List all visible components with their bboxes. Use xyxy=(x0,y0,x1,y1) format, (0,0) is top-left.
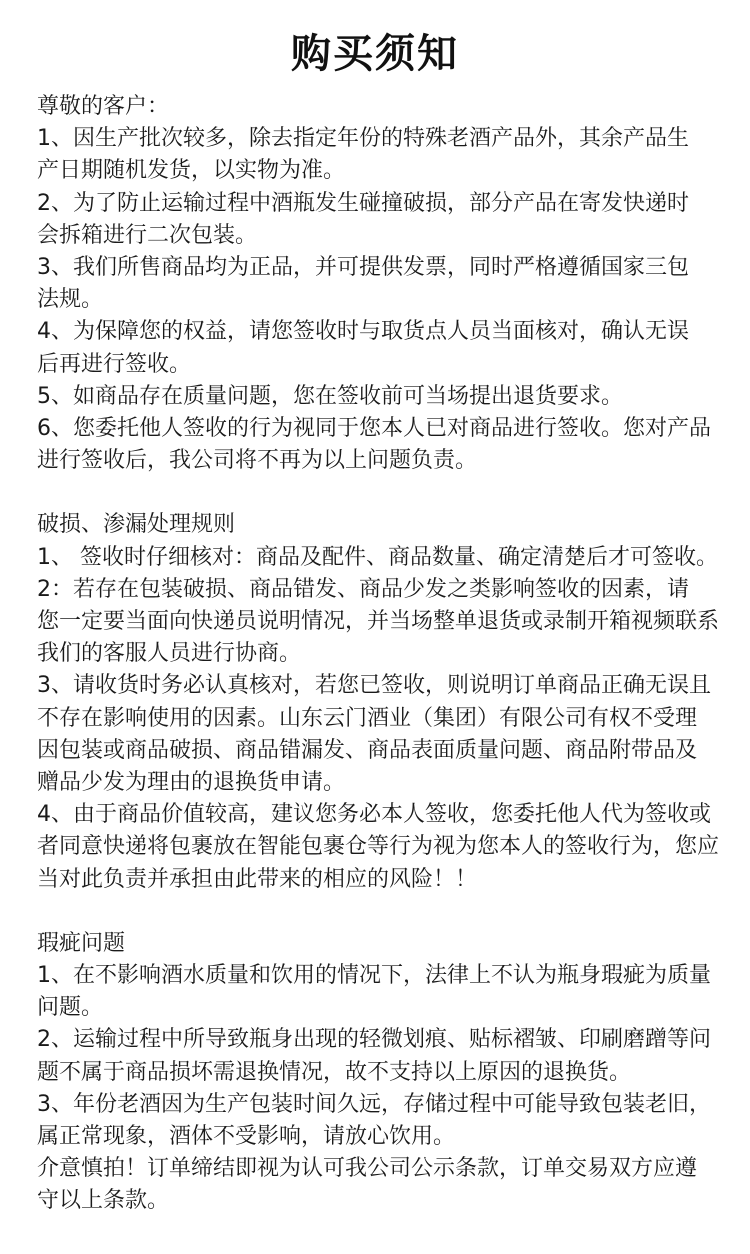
section-heading: 瑕疵问题 xyxy=(37,930,126,956)
text-line: 题不属于商品损坏需退换情况，故不支持以上原因的退换货。 xyxy=(37,1059,632,1085)
text-line: 不存在影响使用的因素。山东云门酒业（集团）有限公司有权不受理 xyxy=(37,705,698,731)
text-line: 2、运输过程中所导致瓶身出现的轻微划痕、贴标褶皱、印刷磨蹭等问 xyxy=(37,1027,711,1053)
text-line: 2：若存在包装破损、商品错发、商品少发之类影响签收的因素，请 xyxy=(37,576,689,602)
text-line: 3、请收货时务必认真核对，若您已签收，则说明订单商品正确无误且 xyxy=(37,673,711,699)
text-line: 我们的客服人员进行协商。 xyxy=(37,641,302,667)
text-line: 进行签收后，我公司将不再为以上问题负责。 xyxy=(37,448,478,474)
notice-content xyxy=(37,91,720,1218)
text-line: 6、您委托他人签收的行为视同于您本人已对商品进行签收。您对产品 xyxy=(37,415,711,441)
text-line: 2、为了防止运输过程中酒瓶发生碰撞破损，部分产品在寄发快递时 xyxy=(37,190,689,216)
text-line: 4、为保障您的权益，请您签收时与取货点人员当面核对，确认无误 xyxy=(37,319,689,345)
text-line: 产日期随机发货，以实物为准。 xyxy=(37,158,346,184)
text-line: 您一定要当面向快递员说明情况，并当场整单退货或录制开箱视频联系 xyxy=(37,609,720,634)
text-line: 1、 签收时仔细核对：商品及配件、商品数量、确定清楚后才可签收。 xyxy=(37,544,718,570)
text-line: 3、我们所售商品均为正品，并可提供发票，同时严格遵循国家三包 xyxy=(37,254,689,280)
text-line: 问题。 xyxy=(37,995,104,1021)
text-line: 3、年份老酒因为生产包装时间久远，存储过程中可能导致包装老旧， xyxy=(37,1091,711,1117)
section-spacer xyxy=(37,896,717,928)
text-line: 介意慎拍！订单缔结即视为认可我公司公示条款，订单交易双方应遵 xyxy=(37,1156,698,1182)
text-line: 守以上条款。 xyxy=(37,1188,170,1214)
text-line: 法规。 xyxy=(37,287,104,313)
section-customer-notice xyxy=(37,91,717,477)
text-line: 5、如商品存在质量问题，您在签收前可当场提出退货要求。 xyxy=(37,383,623,409)
text-line: 当对此负责并承担由此带来的相应的风险！！ xyxy=(37,866,478,892)
text-line: 者同意快递将包裹放在智能包裹仓等行为视为您本人的签收行为，您应 xyxy=(37,834,720,860)
section-flaw-issues xyxy=(37,928,717,1218)
text-line: 属正常现象，酒体不受影响，请放心饮用。 xyxy=(37,1124,456,1149)
section-heading: 破损、渗漏处理规则 xyxy=(37,512,236,538)
page-title: 购买须知 xyxy=(291,31,459,77)
text-line: 赠品少发为理由的退换货申请。 xyxy=(37,769,346,795)
text-line: 1、因生产批次较多，除去指定年份的特殊老酒产品外，其余产品生 xyxy=(37,126,689,152)
section-damage-rules xyxy=(37,509,720,895)
text-line: 后再进行签收。 xyxy=(37,351,192,377)
text-line: 因包装或商品破损、商品错漏发、商品表面质量问题、商品附带品及 xyxy=(37,737,698,763)
section-spacer xyxy=(37,477,717,509)
text-line: 会拆箱进行二次包装。 xyxy=(37,222,258,248)
section-heading: 尊敬的客户： xyxy=(37,94,170,119)
text-line: 1、在不影响酒水质量和饮用的情况下，法律上不认为瓶身瑕疵为质量 xyxy=(37,963,711,989)
text-line: 4、由于商品价值较高，建议您务必本人签收，您委托他人代为签收或 xyxy=(37,802,711,828)
